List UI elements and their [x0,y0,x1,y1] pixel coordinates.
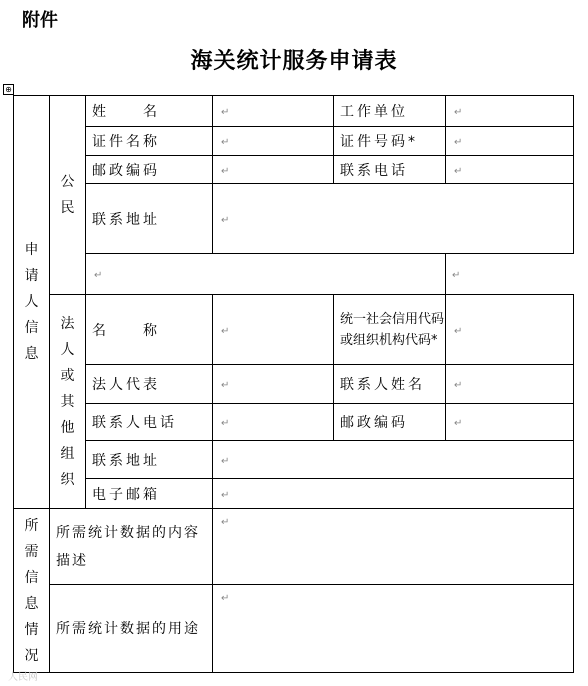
label-legal-rep: 法人代表 [86,365,213,404]
label-citizen-address: 联系地址 [86,184,213,254]
label-contact-name: 联系人姓名 [334,365,446,404]
section-legal-entity: 法人或其他组织 [50,295,86,509]
label-email: 电子邮箱 [86,479,213,509]
label-legal-name: 名 称 [86,295,213,365]
input-citizen-address[interactable]: ↵ [213,184,574,254]
label-credit-code: 统一社会信用代码或组织机构代码* [334,295,446,365]
section-applicant-info: 申请人信息 [14,96,50,509]
section-citizen: 公民 [50,96,86,295]
input-citizen-name[interactable]: ↵ [213,96,334,127]
label-legal-postcode: 邮政编码 [334,404,446,441]
watermark: 人民网 [8,672,38,683]
table-move-handle-icon[interactable]: ⊕ [3,84,14,95]
blank-cell: ↵ [446,254,574,295]
input-citizen-address-extra[interactable]: ↵ [86,254,446,295]
label-work-unit: 工作单位 [334,96,446,127]
input-id-type[interactable]: ↵ [213,127,334,156]
label-citizen-name: 姓 名 [86,96,213,127]
input-data-purpose[interactable]: ↵ [213,585,574,673]
input-legal-address[interactable]: ↵ [213,441,574,479]
input-id-number[interactable]: ↵ [446,127,574,156]
input-contact-phone[interactable]: ↵ [213,404,334,441]
input-contact-name[interactable]: ↵ [446,365,574,404]
input-legal-rep[interactable]: ↵ [213,365,334,404]
input-legal-postcode[interactable]: ↵ [446,404,574,441]
label-contact-phone: 联系人电话 [86,404,213,441]
input-citizen-phone[interactable]: ↵ [446,156,574,184]
input-credit-code[interactable]: ↵ [446,295,574,365]
application-form-table [13,95,574,673]
section-info-needed: 所需信息情况 [14,509,50,673]
label-citizen-postcode: 邮政编码 [86,156,213,184]
form-title: 海关统计服务申请表 [190,48,398,74]
input-email[interactable]: ↵ [213,479,574,509]
input-data-content[interactable]: ↵ [213,509,574,585]
input-legal-name[interactable]: ↵ [213,295,334,365]
label-data-purpose: 所需统计数据的用途 [50,585,213,673]
label-id-type: 证件名称 [86,127,213,156]
label-legal-address: 联系地址 [86,441,213,479]
label-id-number: 证件号码* [334,127,446,156]
label-citizen-phone: 联系电话 [334,156,446,184]
attachment-label: 附件 [22,10,58,31]
label-data-content: 所需统计数据的内容描述 [50,509,213,585]
input-citizen-postcode[interactable]: ↵ [213,156,334,184]
input-work-unit[interactable]: ↵ [446,96,574,127]
